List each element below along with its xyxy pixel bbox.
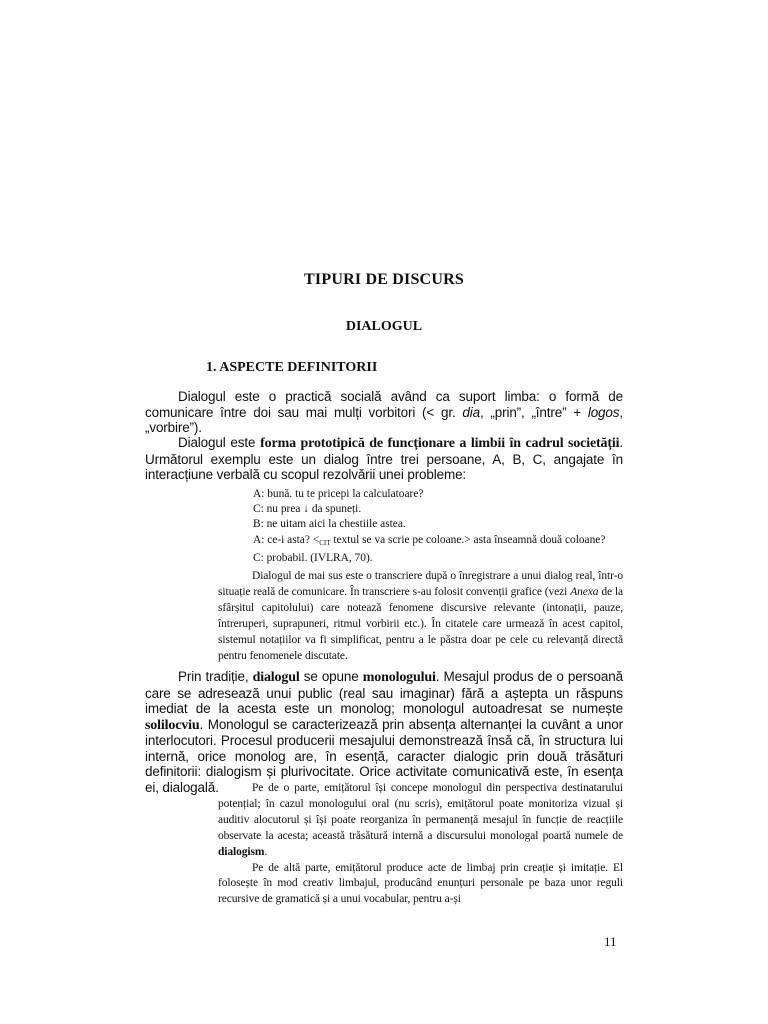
note-plurivocity — [218, 861, 623, 909]
para3-bold-solilocviu: solilocviu — [145, 717, 200, 733]
page-title: TIPURI DE DISCURS — [304, 271, 464, 288]
dialog-line-2: C: nu prea ↓ da spuneți. — [253, 503, 362, 516]
dialog-line-1: A: bună. tu te pricepi la calculatoare? — [253, 488, 424, 500]
para1-italic-dia: dia — [462, 404, 480, 420]
dialog-line-3: B: ne uitam aici la chestiile astea. — [253, 518, 406, 531]
dialog-line-5: C: probabil. (IVLRA, 70). — [253, 551, 373, 564]
dialog-transcript — [253, 487, 633, 566]
para1-italic-logos: logos — [587, 404, 620, 420]
dialog-line-4-a: A: ce-i asta? < — [253, 533, 320, 546]
note1-text-a: Dialogul de mai sus este o transcriere după o înregistrare a unui dialog real, într-o situație reală de comunicare. În transcriere s-au folosit convenții grafice (vezi — [218, 570, 623, 598]
chapter-subtitle: DIALOGUL — [345, 319, 423, 334]
page-number: 11 — [604, 934, 617, 949]
para3-text-b: se opune — [299, 669, 363, 684]
para1-text-c: , „vorbire”). — [145, 404, 623, 435]
para3-bold-dialogul: dialogul — [252, 670, 300, 685]
note-dialogism — [218, 781, 623, 908]
note2-text-b: . — [264, 845, 268, 858]
dialog-line-4-sub: CIT — [319, 538, 331, 547]
section-heading: 1. ASPECTE DEFINITORII — [206, 360, 378, 375]
paragraph-1 — [145, 389, 623, 436]
dialog-line-4 — [253, 533, 633, 551]
para2-bold-definition: forma prototipică de funcționare a limbii în cadrul societății — [260, 436, 620, 451]
note1-text-b: de la sfârșitul capitolului) care notează fenomene discursive relevante (intonații, pauze, întreruperi, suprapuneri, ritmul vorbirii etc.). În citatele care urmează în acest capitol, sistemul notațiilor va fi simplificat, pentru a le păstra doar pe cele cu relevanță directă pentru fenomenele discutate. — [218, 585, 623, 662]
para3-text-c: . Mesajul produs de o persoană care se adresează unui public (real sau imaginar) fără a aștepta un răspuns imediat de la acesta este un monolog; monologul autoadresat se numește — [145, 669, 623, 716]
note2-bold-dialogism: dialogism — [218, 845, 265, 858]
note1-italic-anexa: Anexa — [570, 585, 599, 598]
note3-text: Pe de altă parte, emițătorul produce acte de limbaj prin creație și imitație. El folosește în mod creativ limbajul, producând enunțuri personale pe baza unor reguli recursive de gramatică și a unui vocabular, pentru a-și — [218, 861, 623, 906]
paragraph-3 — [145, 669, 623, 795]
para3-bold-monologului: monologului — [362, 670, 436, 685]
para1-text-a: Dialogul este o practică socială având ca suport limba: o formă de comunicare între doi sau mai mulți vorbitori (< gr. — [145, 389, 623, 420]
paragraph-2 — [145, 435, 623, 483]
para2-text-b: . Următorul exemplu este un dialog între trei persoane, A, B, C, angajate în interacțiune verbală cu scopul rezolvării unei probleme: — [145, 435, 623, 482]
para3-text-a: Prin tradiție, — [178, 669, 253, 684]
dialog-line-4-b: textul se va scrie pe coloane.> asta înseamnă două coloane? — [330, 533, 606, 546]
para2-text-a: Dialogul este — [178, 435, 261, 450]
note-transcription — [218, 569, 623, 664]
note2-text-a: Pe de o parte, emițătorul își concepe monologul din perspectiva destinatarului potențial; în cazul monologului oral (nu scris), emițătorul poate monitoriza vizual și auditiv alocutorul și își poate reorganiza în permanență mesajul în funcție de reacțiile observate la acesta; această trăsătură internă a discursului monologal poartă numele de — [218, 782, 623, 842]
para3-text-d: . Monologul se caracterizează prin absența alternanței la cuvânt a unor interlocutori. Procesul producerii mesajului demonstrează însă că, în structura lui internă, orice monolog are, în esență, caracter dialogic prin două trăsături definitorii: dialogism și plurivocitate. Orice activitate comunicativă este, în esența ei, dialogală. — [145, 716, 623, 795]
para1-text-b: , „prin”, „între” + — [479, 404, 588, 420]
